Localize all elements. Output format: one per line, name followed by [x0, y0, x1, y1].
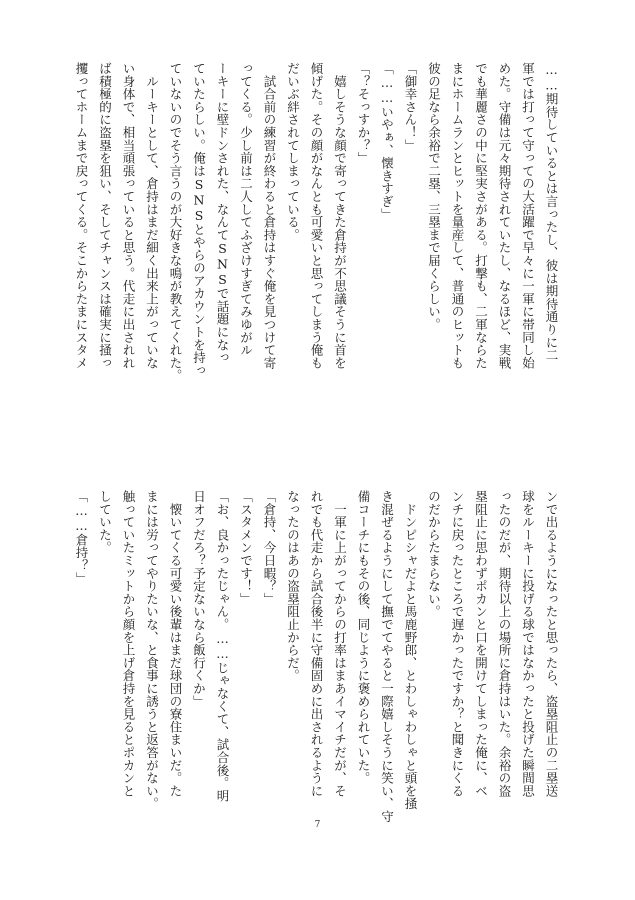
page-number: 7: [314, 820, 321, 830]
text-line: まにホームランとヒットを量産して、普通のヒットも: [450, 62, 465, 370]
text-line: 「……いやぁ、懐きすぎ」: [379, 62, 395, 221]
text-line: ってくる。少し前は二人してふざけすぎてみゆがル: [238, 62, 254, 357]
text-line: ……期待しているとは言ったし、彼は期待通りに二: [544, 62, 559, 362]
text-line: 懐いてくる可愛い後輩はまだ球団の寮住まいだ。た: [168, 490, 183, 798]
text-line: 軍では打って守っての大活躍で早々に一軍に帯同し始: [520, 62, 536, 370]
text-line: 触っていたミットから顔を上げ倉持を見るとポカンと: [121, 490, 136, 798]
text-line: 「？そっすか？」: [356, 62, 371, 165]
text-line: のだからたまらない。: [426, 490, 442, 618]
top-text-block: [43, 62, 563, 397]
text-line: 備コーチにもその後、同じように褒められていた。: [356, 490, 371, 785]
text-line: 球をルーキーに投げる球ではなかったと投げた瞬間思: [520, 490, 536, 798]
text-line: い身体で、相当頑張っていると思う。代走に出されれ: [121, 62, 136, 370]
text-line: 傾げた。その顔がなんとも可愛いと思ってしまう俺も: [309, 62, 324, 370]
text-line: 日オフだろ？予定ないなら飯行くか」: [191, 490, 207, 708]
text-line: だいぶ絆されてしまっている。: [285, 62, 301, 242]
text-line: なったのはあの盗塁阻止からだ。: [285, 490, 301, 682]
text-line: めた。守備は元々期待されていたし、なるほど、実戦: [497, 62, 512, 370]
text-line: ていたらしい。俺はSNSとやらのアカウントを持っ: [191, 62, 207, 377]
text-line: 「御幸さん！」: [403, 62, 418, 152]
text-line: 「……倉持？」: [74, 490, 89, 585]
text-line: ったのだが、期待以上の場所に倉持はいた。余裕の盗: [497, 490, 512, 798]
text-line: ルーキーとして、倉持はまだ細く出来上がっていな: [144, 62, 160, 370]
text-line: 攫ってホームまで戻ってくる。そこからたまにスタメ: [74, 62, 89, 370]
text-line: ドンピシャだよと馬鹿野郎、とわしゃわしゃと頭を掻: [403, 490, 418, 810]
text-line: 一軍に上がってからの打率はまあイマイチだが、そ: [332, 490, 348, 798]
text-line: でも華麗さの中に堅実さがある。打撃も、二軍ならた: [473, 62, 489, 370]
text-line: 「お、良かったじゃん。……じゃなくて、試合後。明: [215, 490, 230, 803]
bottom-text-block: [43, 490, 563, 825]
text-line: 「倉持、今日暇？」: [262, 490, 277, 606]
text-line: 塁阻止に思わずポカンと口を開けてしまった俺に、ベ: [473, 490, 489, 798]
text-line: 「スタメンです！」: [238, 490, 254, 606]
text-line: ンチに戻ったところで遅かったですか？と聞きにくる: [450, 490, 465, 798]
text-line: していた。: [97, 490, 113, 554]
text-line: ば積極的に盗塁を狙い、そしてチャンスは確実に掻っ: [97, 62, 113, 370]
text-line: 彼の足なら余裕で二塁、三塁まで届くらしい。: [426, 62, 442, 331]
text-line: ーキーに壁ドンされた、なんてSNSで話題になっ: [215, 62, 230, 364]
text-line: 試合前の練習が終わると倉持はすぐ俺を見つけて寄: [262, 62, 277, 370]
text-line: れでも代走から試合後半に守備固めに出されるように: [309, 490, 324, 798]
text-line: 嬉しそうな顔で寄ってきた倉持が不思議そうに首を: [332, 62, 348, 370]
text-line: き混ぜるようにして撫でてやると一際嬉しそうに笑い、守: [379, 490, 395, 823]
text-line: まには労ってやりたいな、と食事に誘うと返答がない。: [144, 490, 160, 810]
text-line: ンで出るようになったと思ったら、盗塁阻止の二塁送: [544, 490, 559, 798]
text-line: ていないのでそう言うのが大好きな鳴が教えてくれた。: [168, 62, 183, 382]
